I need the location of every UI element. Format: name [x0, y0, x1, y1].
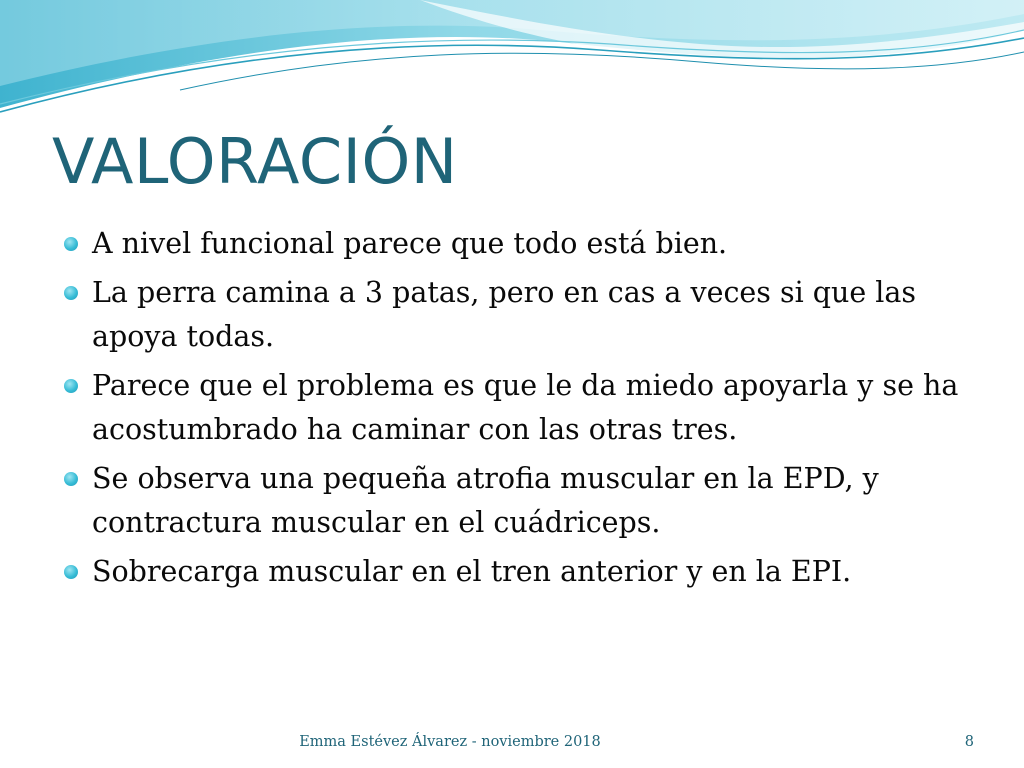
slide-title: VALORACIÓN: [52, 125, 458, 198]
bullet-dot-icon: [64, 237, 78, 251]
wave-header-decoration: [0, 0, 1024, 120]
bullet-item: [62, 271, 972, 359]
bullet-dot-icon: [64, 565, 78, 579]
bullet-dot-icon: [64, 379, 78, 393]
bullet-item: [62, 364, 972, 452]
bullet-item: [62, 457, 972, 545]
footer-author-date: Emma Estévez Álvarez - noviembre 2018: [299, 734, 601, 750]
bullet-text: Sobrecarga muscular en el tren anterior y en la EPI.: [92, 555, 852, 588]
bullet-dot-icon: [64, 286, 78, 300]
bullet-item: [62, 550, 972, 594]
bullet-item: [62, 222, 972, 266]
bullet-text: A nivel funcional parece que todo está bien.: [92, 227, 728, 260]
bullet-dot-icon: [64, 472, 78, 486]
bullet-text: Se observa una pequeña atrofia muscular en la EPD, y contractura muscular en el cuádriceps.: [92, 462, 879, 539]
bullet-text: Parece que el problema es que le da miedo apoyarla y se ha acostumbrado ha caminar con las otras tres.: [92, 369, 959, 446]
wave-line-3: [180, 52, 1024, 90]
bullet-text: La perra camina a 3 patas, pero en cas a veces si que las apoya todas.: [92, 276, 917, 353]
bullet-list: [62, 222, 972, 599]
slide-number: 8: [964, 734, 974, 750]
